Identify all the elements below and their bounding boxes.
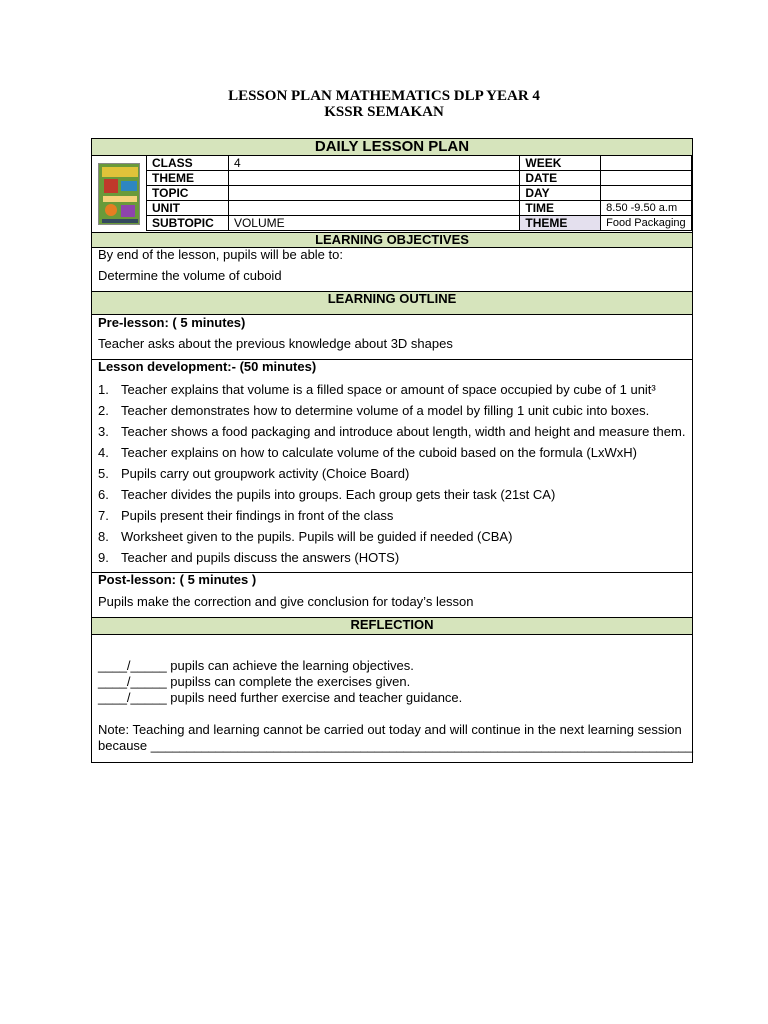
step-text: Pupils carry out groupwork activity (Choice Board): [121, 466, 410, 481]
subtopic-label: SUBTOPIC: [147, 216, 229, 231]
reflection-note-because: because ___________________________________________________________________________: [98, 738, 694, 753]
list-item: [98, 442, 685, 463]
step-number: 8.: [98, 529, 109, 544]
reflection-line: ____/_____ pupils need further exercise and teacher guidance.: [98, 690, 463, 705]
info-row: [147, 156, 692, 171]
lesson-info-table: [146, 155, 692, 231]
step-text: Worksheet given to the pupils. Pupils will be guided if needed (CBA): [121, 529, 513, 544]
reflection-heading: REFLECTION: [92, 618, 692, 634]
divider: [92, 634, 692, 635]
document-subtitle: KSSR SEMAKAN: [324, 104, 444, 120]
list-item: [98, 505, 685, 526]
learning-objectives-heading: LEARNING OBJECTIVES: [92, 233, 692, 247]
info-row: [147, 216, 692, 231]
list-item: [98, 484, 685, 505]
list-item: [98, 421, 685, 442]
week-label: WEEK: [520, 156, 601, 171]
class-value: 4: [228, 156, 519, 171]
list-item: [98, 526, 685, 547]
daily-lesson-plan-header: [92, 139, 692, 155]
theme2-label: THEME: [520, 216, 601, 231]
step-text: Teacher shows a food packaging and introduce about length, width and height and measure them.: [121, 424, 686, 439]
date-label: DATE: [520, 171, 601, 186]
objectives-intro: By end of the lesson, pupils will be able to:: [98, 247, 343, 262]
textbook-cover-image: [98, 163, 140, 225]
time-label: TIME: [520, 201, 601, 216]
step-number: 2.: [98, 403, 109, 418]
subtopic-value: VOLUME: [228, 216, 519, 231]
theme-value: [228, 171, 519, 186]
pre-lesson-title: Pre-lesson: ( 5 minutes): [98, 315, 246, 330]
reflection-note: Note: Teaching and learning cannot be carried out today and will continue in the next learning session: [98, 722, 682, 737]
step-number: 4.: [98, 445, 109, 460]
topic-label: TOPIC: [147, 186, 229, 201]
theme-label: THEME: [147, 171, 229, 186]
step-text: Teacher divides the pupils into groups. Each group gets their task (21st CA): [121, 487, 556, 502]
step-text: Teacher explains that volume is a filled space or amount of space occupied by cube of 1 unit³: [121, 382, 656, 397]
class-label: CLASS: [147, 156, 229, 171]
step-text: Teacher demonstrates how to determine volume of a model by filling 1 unit cubic into boxes.: [121, 403, 650, 418]
step-text: Teacher and pupils discuss the answers (HOTS): [121, 550, 400, 565]
unit-value: [228, 201, 519, 216]
info-row: [147, 186, 692, 201]
daily-lesson-plan-title: DAILY LESSON PLAN: [314, 138, 470, 155]
step-number: 3.: [98, 424, 109, 439]
lesson-development-title: Lesson development:- (50 minutes): [98, 359, 317, 374]
day-label: DAY: [520, 186, 601, 201]
info-row: [147, 171, 692, 186]
step-number: 7.: [98, 508, 109, 523]
step-number: 5.: [98, 466, 109, 481]
list-item: [98, 379, 685, 400]
list-item: [98, 400, 685, 421]
reflection-line: ____/_____ pupils can achieve the learning objectives.: [98, 658, 414, 673]
post-lesson-title: Post-lesson: ( 5 minutes ): [98, 572, 257, 587]
list-item: [98, 463, 685, 484]
step-number: 9.: [98, 550, 109, 565]
document-title: LESSON PLAN MATHEMATICS DLP YEAR 4: [228, 88, 540, 104]
date-value: [601, 171, 692, 186]
unit-label: UNIT: [147, 201, 229, 216]
day-value: [601, 186, 692, 201]
step-number: 6.: [98, 487, 109, 502]
week-value: [601, 156, 692, 171]
topic-value: [228, 186, 519, 201]
theme2-value: Food Packaging: [601, 216, 692, 231]
pre-lesson-text: Teacher asks about the previous knowledge about 3D shapes: [98, 336, 453, 351]
info-row: [147, 201, 692, 216]
list-item: [98, 547, 685, 568]
step-text: Pupils present their findings in front of the class: [121, 508, 394, 523]
step-number: 1.: [98, 382, 109, 397]
objective-item: Determine the volume of cuboid: [98, 268, 282, 283]
step-text: Teacher explains on how to calculate volume of the cuboid based on the formula (LxWxH): [121, 445, 637, 460]
post-lesson-text: Pupils make the correction and give conclusion for today’s lesson: [98, 594, 474, 609]
reflection-line: ____/_____ pupilss can complete the exercises given.: [98, 674, 411, 689]
lesson-plan-frame: [91, 138, 693, 763]
learning-outline-heading: LEARNING OUTLINE: [92, 292, 692, 314]
time-value: 8.50 -9.50 a.m: [601, 201, 692, 216]
